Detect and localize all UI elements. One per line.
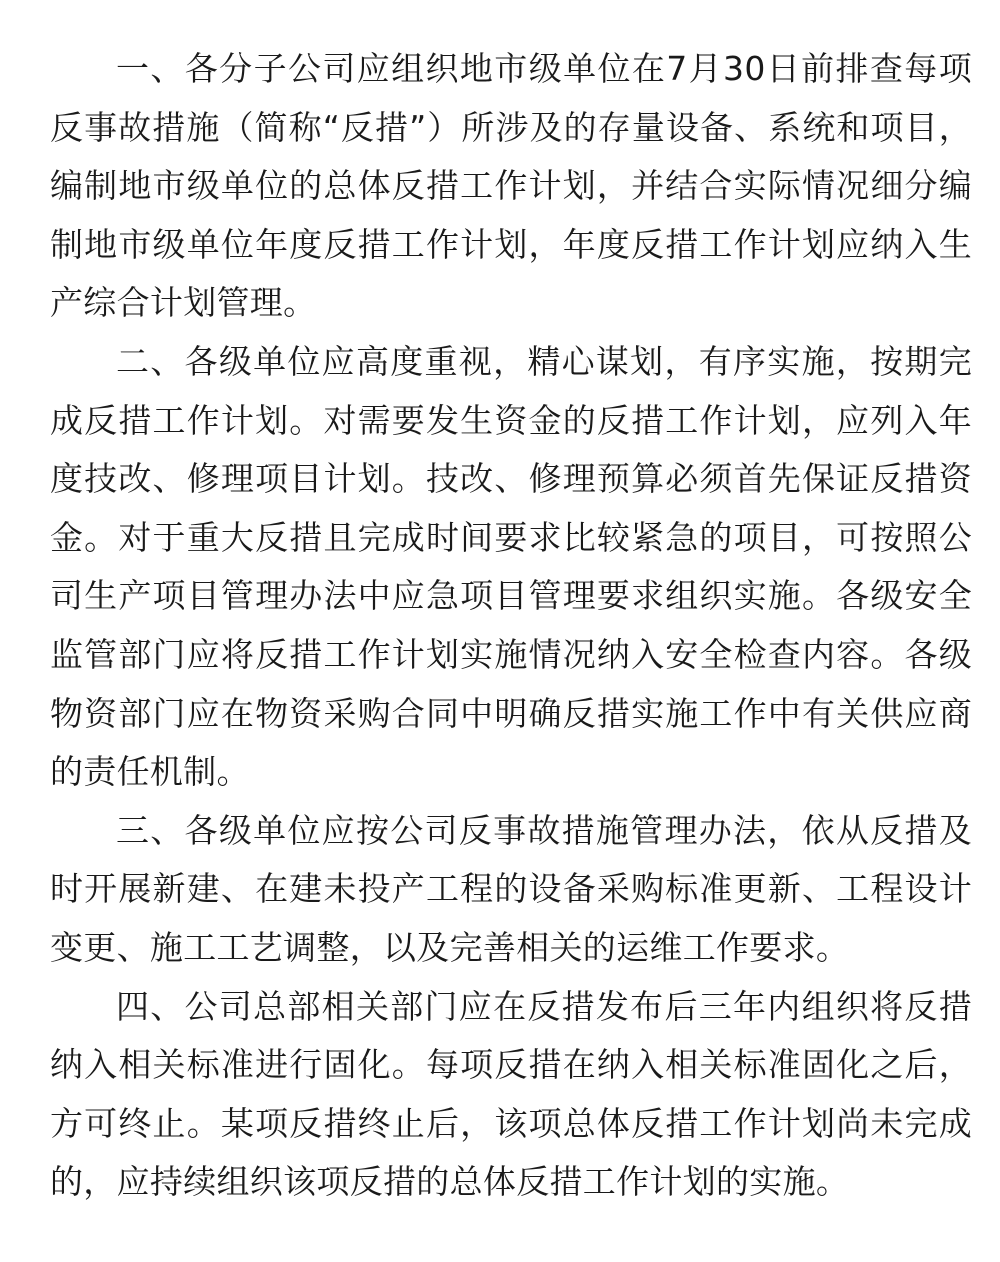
paragraph-1: 一、各分子公司应组织地市级单位在7月30日前排查每项反事故措施（简称“反措”）所涉及的存量设备、系统和项目，编制地市级单位的总体反措工作计划，并结合实际情况细分编制地市级单位年度反措工作计划，年度反措工作计划应纳入生产综合计划管理。 bbox=[50, 49, 972, 323]
paragraph-2: 二、各级单位应高度重视，精心谋划，有序实施，按期完成反措工作计划。对需要发生资金的反措工作计划，应列入年度技改、修理项目计划。技改、修理预算必须首先保证反措资金。对于重大反措且完成时间要求比较紧急的项目，可按照公司生产项目管理办法中应急项目管理要求组织实施。各级安全监管部门应将反措工作计划实施情况纳入安全检查内容。各级物资部门应在物资采购合同中明确反措实施工作中有关供应商的责任机制。 bbox=[50, 341, 972, 792]
paragraph-3: 三、各级单位应按公司反事故措施管理办法，依从反措及时开展新建、在建未投产工程的设备采购标准更新、工程设计变更、施工工艺调整，以及完善相关的运维工作要求。 bbox=[50, 810, 972, 967]
paragraph-4: 四、公司总部相关部门应在反措发布后三年内组织将反措纳入相关标准进行固化。每项反措在纳入相关标准固化之后，方可终止。某项反措终止后，该项总体反措工作计划尚未完成的，应持续组织该项反措的总体反措工作计划的实施。 bbox=[50, 986, 972, 1202]
document-body bbox=[50, 40, 972, 1212]
